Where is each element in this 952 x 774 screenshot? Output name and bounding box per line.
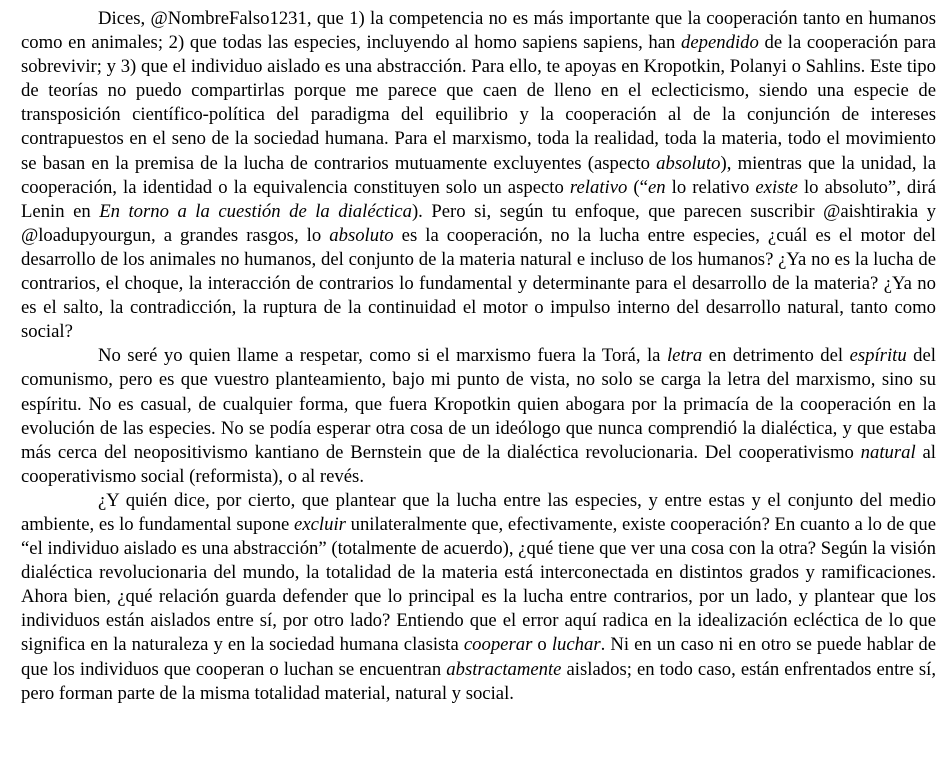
emphasized-text: absoluto <box>329 224 394 246</box>
emphasized-text: relativo <box>569 176 628 198</box>
emphasized-text: abstractamente <box>446 658 562 680</box>
emphasized-text: existe <box>755 176 798 198</box>
emphasized-text: espíritu <box>849 345 907 367</box>
text-run: en detrimento del <box>702 345 850 367</box>
text-run: lo absoluto”, dirá Lenin en <box>21 176 936 222</box>
text-run: ). Pero si, según tu enfoque, que parecen suscribir @aishtirakia y @loadupyourgun, a grandes rasgos, lo <box>21 200 936 246</box>
emphasized-text: en <box>647 176 666 198</box>
text-run: al cooperativismo social (reformista), o al revés. <box>21 441 936 487</box>
text-run: de la cooperación para sobrevivir; y 3) que el individuo aislado es una abstracción. Para ello, te apoyas en Kropotkin, Polanyi o Sahlins. Este tipo de teorías no puedo compartirlas porque me parece que caen de lleno en el eclecticismo, siendo una especie de transposición científico-política del paradigma del equilibrio y la cooperación al de la conjunción de intereses contrapuestos en el seno de la sociedad humana. Para el marxismo, toda la realidad, toda la materia, todo el movimiento se basan en la premisa de la lucha de contrarios mutuamente excluyentes (aspecto <box>21 32 936 174</box>
text-run: . Ni en un caso ni en otro se puede hablar de que los individuos que cooperan o luchan se encuentran <box>21 634 936 680</box>
emphasized-text: natural <box>860 441 916 463</box>
emphasized-text: cooperar <box>463 634 533 656</box>
paragraph-1 <box>21 7 936 344</box>
text-run: del comunismo, pero es que vuestro planteamiento, bajo mi punto de vista, no solo se carga la letra del marxismo, sino su espíritu. No es casual, de cualquier forma, que fuera Kropotkin quien abogara por la primacía de la cooperación en la evolución de las especies. No se podía esperar otra cosa de un ideólogo que nunca comprendió la dialéctica, y que estaba más cerca del neopositivismo kantiano de Bernstein que de la dialéctica revolucionaria. Del cooperativismo <box>21 345 936 463</box>
emphasized-text: absoluto <box>656 152 721 174</box>
text-run: aislados; en todo caso, están enfrentados entre sí, pero forman parte de la misma totalidad material, natural y social. <box>21 658 936 704</box>
text-run: No seré yo quien llame a respetar, como si el marxismo fuera la Torá, la <box>98 345 667 367</box>
text-run: ¿Y quién dice, por cierto, que plantear que la lucha entre las especies, y entre estas y el conjunto del medio ambiente, es lo fundamental supone <box>21 489 936 535</box>
text-run: Dices, @NombreFalso1231, que 1) la competencia no es más importante que la cooperación tanto en humanos como en animales; 2) que todas las especies, incluyendo al homo sapiens sapiens, han <box>21 8 936 54</box>
text-run: o <box>532 634 552 656</box>
emphasized-text: En torno a la cuestión de la dialéctica <box>99 200 412 222</box>
emphasized-text: dependido <box>681 32 759 54</box>
emphasized-text: excluir <box>294 513 346 535</box>
paragraph-2 <box>21 344 936 489</box>
text-run: ), mientras que la unidad, la cooperación, la identidad o la equivalencia constituyen solo un aspecto <box>21 152 937 198</box>
emphasized-text: luchar <box>551 634 601 656</box>
emphasized-text: letra <box>666 345 703 367</box>
text-run: es la cooperación, no la lucha entre especies, ¿cuál es el motor del desarrollo de los animales no humanos, del conjunto de la materia natural e incluso de los humanos? ¿Ya no es la lucha de contrarios, el choque, la interacción de contrarios lo fundamental y determinante para el desarrollo de la materia? ¿Ya no es el salto, la contradicción, la ruptura de la continuidad el motor o impulso interno del desarrollo natural, tanto como social? <box>21 224 937 343</box>
paragraph-3 <box>21 489 936 706</box>
text-run: unilateralmente que, efectivamente, existe cooperación? En cuanto a lo de que “el individuo aislado es una abstracción” (totalmente de acuerdo), ¿qué tiene que ver una cosa con la otra? Según la visión dialéctica revolucionaria del mundo, la totalidad de la materia está interconectada en distintos grados y ramificaciones. Ahora bien, ¿qué relación guarda defender que lo principal es la lucha entre contrarios, por un lado, y plantear que los individuos están aislados entre sí, por otro lado? Entiendo que el error aquí radica en la idealización ecléctica de lo que significa en la naturaleza y en la sociedad humana clasista <box>21 513 936 656</box>
text-run: lo relativo <box>665 176 756 198</box>
text-run: (“ <box>627 176 648 198</box>
